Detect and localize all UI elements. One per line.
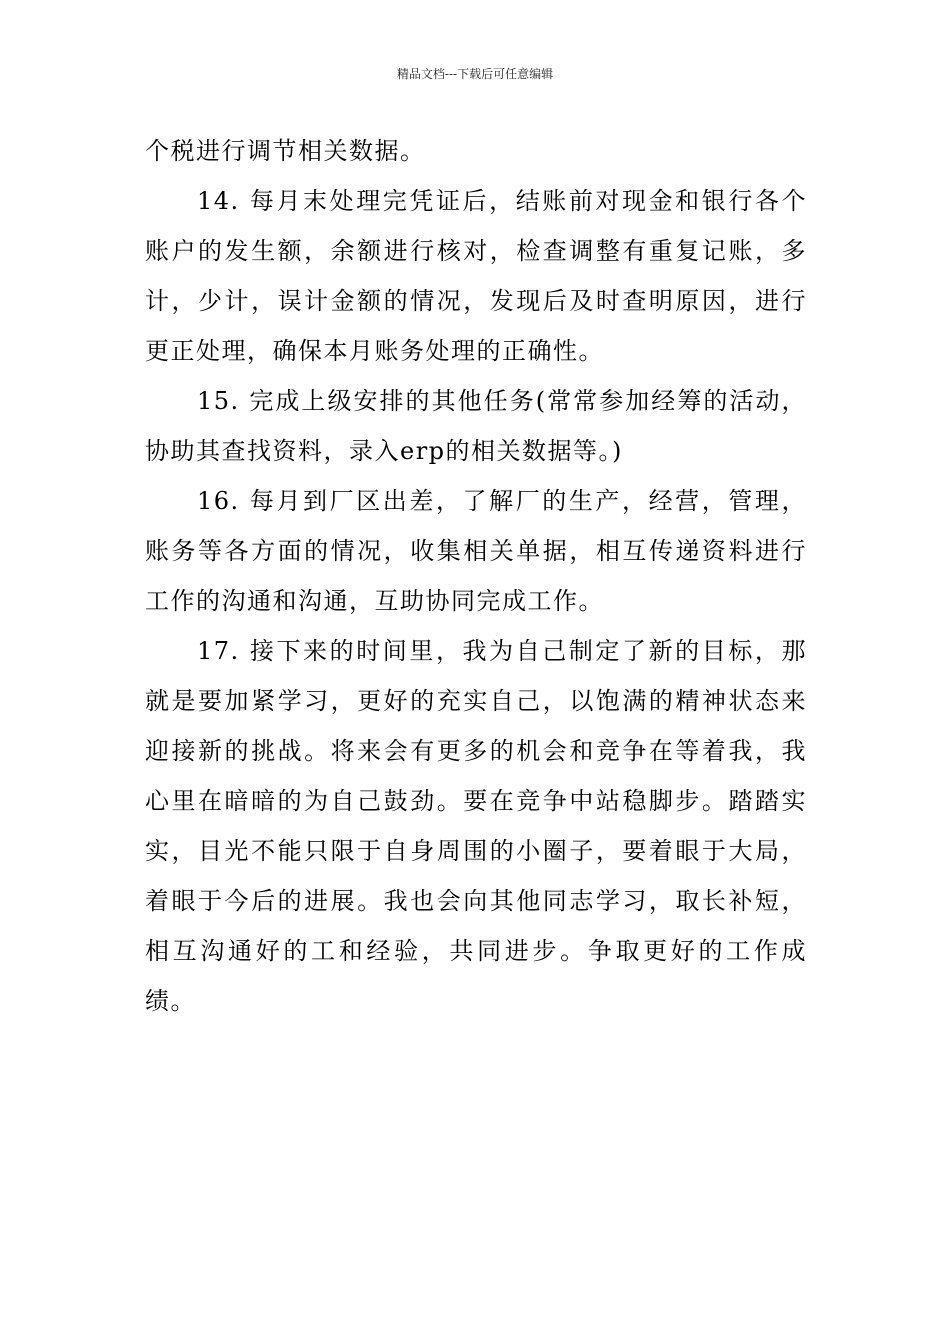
- paragraph-item-15: 15. 完成上级安排的其他任务(常常参加经筹的活动，协助其查找资料，录入erp的相关数据等。): [145, 387, 807, 465]
- paragraph-item-16: 16. 每月到厂区出差，了解厂的生产，经营，管理，账务等各方面的情况，收集相关单据，相互传递资料进行工作的沟通和沟通，互助协同完成工作。: [145, 487, 807, 615]
- paragraph-item-14: 14. 每月末处理完凭证后，结账前对现金和银行各个账户的发生额，余额进行核对，检查调整有重复记账，多计，少计，误计金额的情况，发现后及时查明原因，进行更正处理，确保本月账务处理的正确性。: [145, 187, 807, 365]
- document-body: [145, 126, 807, 1026]
- paragraph-item-17: 17. 接下来的时间里，我为自己制定了新的目标，那就是要加紧学习，更好的充实自己，以饱满的精神状态来迎接新的挑战。将来会有更多的机会和竞争在等着我，我心里在暗暗的为自己鼓劲。要在竞争中站稳脚步。踏踏实实，目光不能只限于自身周围的小圈子，要着眼于大局，着眼于今后的进展。我也会向其他同志学习，取长补短，相互沟通好的工和经验，共同进步。争取更好的工作成绩。: [145, 637, 807, 1015]
- page-header: 精品文档---下载后可任意编辑: [396, 67, 554, 81]
- paragraph-continuation: 个税进行调节相关数据。: [145, 137, 426, 165]
